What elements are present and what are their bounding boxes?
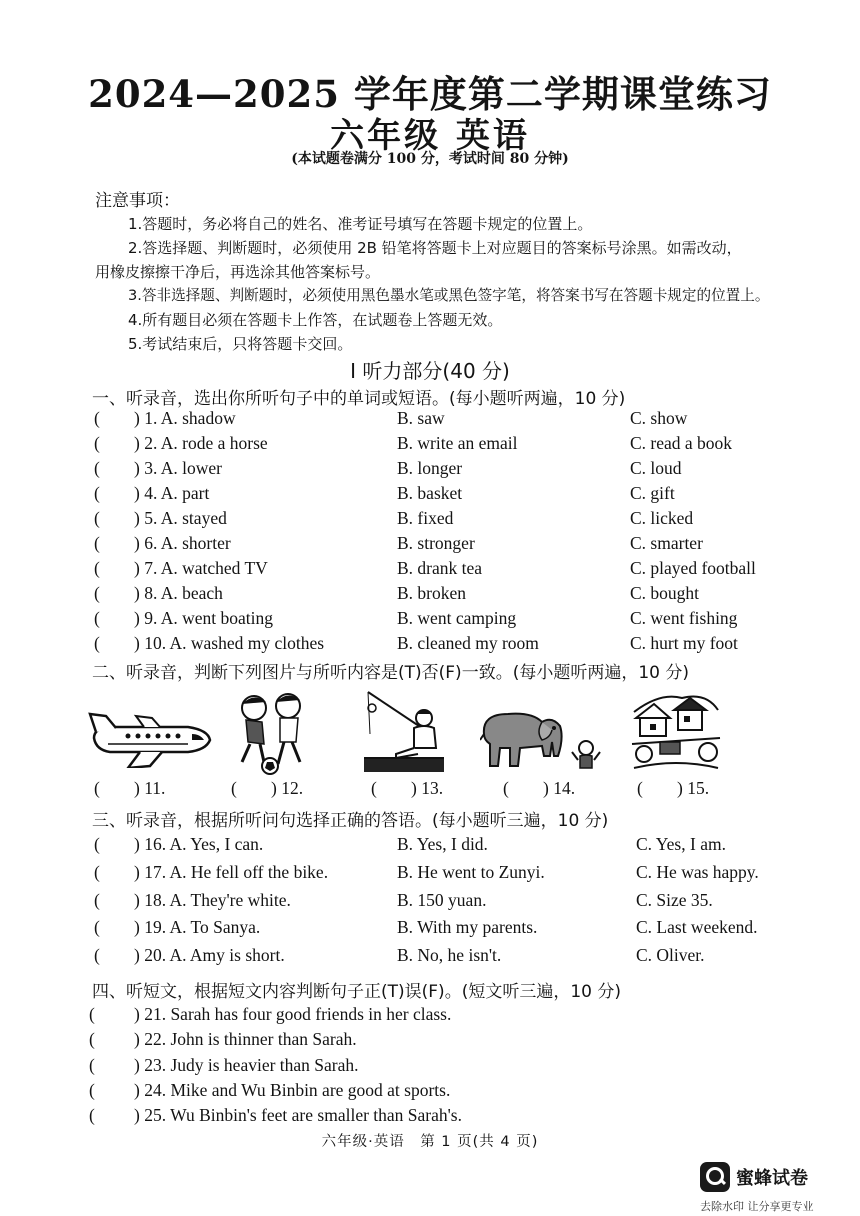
question-row: ( ) 8. A. beach B. broken C. bought	[94, 583, 700, 603]
question-row: ( ) 18. A. They're white. B. 150 yuan. C. Size 35.	[94, 890, 713, 910]
question-row: ( ) 5. A. stayed B. fixed C. licked	[94, 508, 694, 528]
question-row: ( ) 16. A. Yes, I can. B. Yes, I did. C. Yes, I am.	[94, 834, 726, 854]
page-footer: 六年级·英语 第 1 页(共 4 页)	[321, 1134, 539, 1150]
notice-2b: 用橡皮擦擦干净后，再选涂其他答案标号。	[95, 263, 381, 281]
section2-title: 二、听录音，判断下列图片与所听内容是(T)否(F)一致。(每小题听两遍，10 分)	[92, 663, 689, 683]
notice-2a: 2.答选择题、判断题时，必须使用 2B 铅笔将答题卡上对应题目的答案标号涂黑。如需改动，	[128, 239, 742, 257]
exam-title: 2024—2025 学年度第二学期课堂练习	[88, 72, 772, 116]
elephant-monkey-picture	[480, 706, 602, 774]
man-fishing-picture	[362, 688, 446, 774]
part1-title: I 听力部分(40 分)	[350, 359, 510, 383]
notice-5: 5.考试结束后，只将答题卡交回。	[128, 335, 353, 353]
question-row: ( ) 2. A. rode a horse B. write an email C. read a book	[94, 433, 733, 453]
q-logo-icon	[700, 1162, 730, 1192]
notice-1: 1.答题时，务必将自己的姓名、准考证号填写在答题卡规定的位置上。	[128, 215, 593, 233]
watermark[interactable]	[700, 1160, 850, 1216]
question-row: ( ) 24. Mike and Wu Binbin are good at sports.	[89, 1080, 451, 1100]
question-row: ( ) 22. John is thinner than Sarah.	[89, 1029, 357, 1049]
notice-3: 3.答非选择题、判断题时，必须使用黑色墨水笔或黑色签字笔，将答案书写在答题卡规定的位置上。	[128, 287, 770, 304]
question-row: ( ) 19. A. To Sanya. B. With my parents. C. Last weekend.	[94, 917, 758, 937]
question-row: ( ) 9. A. went boating B. went camping C. went fishing	[94, 608, 738, 628]
question-row: ( ) 6. A. shorter B. stronger C. smarter	[94, 533, 703, 553]
question-row: ( ) 7. A. watched TV B. drank tea C. played football	[94, 558, 756, 578]
question-row: ( ) 3. A. lower B. longer C. loud	[94, 458, 682, 478]
picture-strip	[0, 688, 860, 783]
question-row: ( ) 10. A. washed my clothes B. cleaned my room C. hurt my foot	[94, 633, 738, 653]
question-row: ( ) 21. Sarah has four good friends in her class.	[89, 1004, 452, 1024]
question-row: ( ) 1. A. shadow B. saw C. show	[94, 408, 688, 428]
question-row: ( ) 25. Wu Binbin's feet are smaller than Sarah's.	[89, 1105, 462, 1125]
watermark-remove-link[interactable]: 去除水印 让分享更专业	[700, 1200, 814, 1213]
exam-note: (本试题卷满分 100 分，考试时间 80 分钟)	[291, 151, 569, 167]
exam-subtitle: 六年级 英语	[330, 116, 530, 156]
town-houses-picture	[630, 688, 722, 774]
notice-4: 4.所有题目必须在答题卡上作答，在试题卷上答题无效。	[128, 311, 503, 329]
question-row: ( ) 17. A. He fell off the bike. B. He went to Zunyi. C. He was happy.	[94, 862, 759, 882]
section3-title: 三、听录音，根据所听问句选择正确的答语。(每小题听三遍，10 分)	[92, 811, 609, 831]
question-row: ( ) 20. A. Amy is short. B. No, he isn't. C. Oliver.	[94, 945, 705, 965]
notice-heading: 注意事项：	[95, 191, 180, 211]
airplane-picture	[88, 710, 212, 768]
question-row: ( ) 4. A. part B. basket C. gift	[94, 483, 675, 503]
section1-title: 一、听录音，选出你所听句子中的单词或短语。(每小题听两遍，10 分)	[92, 389, 626, 409]
watermark-brand: 蜜蜂试卷	[736, 1168, 808, 1189]
children-football-picture	[234, 692, 312, 776]
section4-title: 四、听短文，根据短文内容判断句子正(T)误(F)。(短文听三遍，10 分)	[92, 982, 621, 1002]
question-row: ( ) 23. Judy is heavier than Sarah.	[89, 1055, 359, 1075]
